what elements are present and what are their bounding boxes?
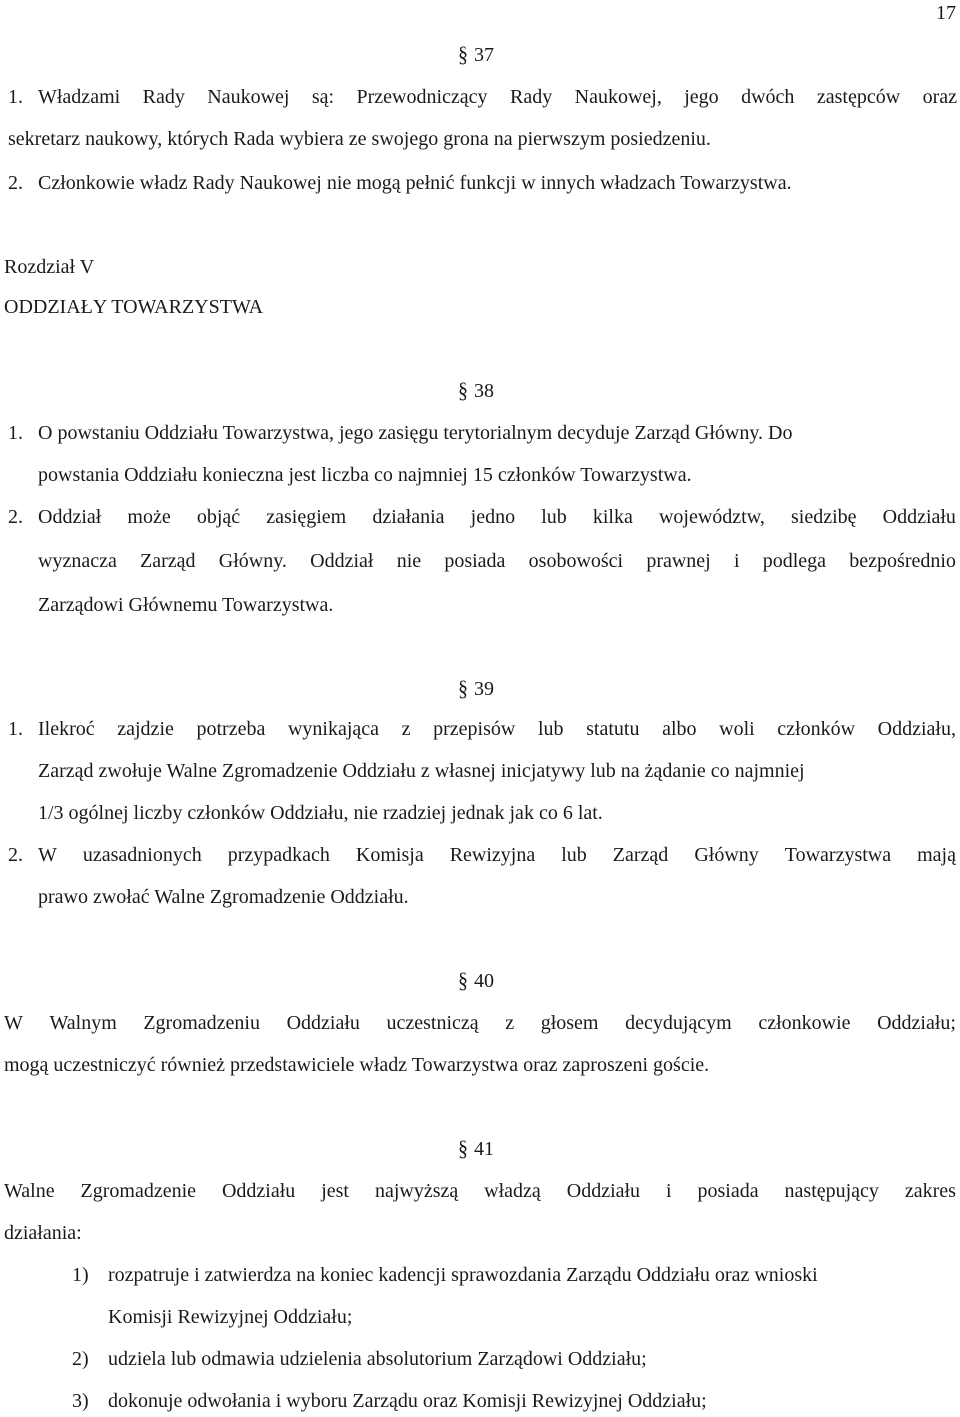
word: zakres: [904, 1180, 956, 1202]
word: prawnej: [646, 550, 711, 572]
word: uczestniczą: [386, 1012, 479, 1034]
word: objąć: [196, 506, 241, 528]
word: województw,: [658, 506, 765, 528]
section-heading-39: [458, 678, 494, 701]
word: Oddziału: [566, 1180, 641, 1202]
item-number: 1.: [8, 86, 23, 108]
word: Przewodniczący: [356, 86, 488, 108]
paragraph-line: powstania Oddziału konieczna jest liczba co najmniej 15 członków Towarzystwa.: [38, 464, 692, 486]
item-number: 2.: [8, 506, 23, 528]
word: jest: [321, 1180, 349, 1202]
paragraph-line: [38, 550, 956, 573]
paragraph-line: Zarządowi Głównemu Towarzystwa.: [38, 594, 334, 616]
word: Zarząd: [140, 550, 196, 572]
word: Zgromadzenie: [80, 1180, 197, 1202]
section-heading-37: [458, 44, 494, 67]
word: lub: [561, 844, 587, 866]
word: Oddział: [38, 506, 102, 528]
paragraph-line: mogą uczestniczyć również przedstawiciele władz Towarzystwa oraz zaproszeni goście.: [4, 1054, 710, 1076]
word: kilka: [592, 506, 633, 528]
paragraph-line: [38, 718, 956, 741]
word: przepisów: [433, 718, 516, 740]
section-sign: §: [458, 378, 468, 404]
word: albo: [662, 718, 697, 740]
word: Władzami: [38, 86, 121, 108]
paragraph-line: sekretarz naukowy, których Rada wybiera ze swojego grona na pierwszym posiedzeniu.: [8, 128, 711, 150]
paragraph-line: [38, 506, 956, 529]
list-item-number: 3): [72, 1390, 89, 1412]
section-heading-41: [458, 1138, 494, 1161]
section-sign: §: [458, 676, 468, 702]
word: przypadkach: [227, 844, 330, 866]
paragraph-line: 1/3 ogólnej liczby członków Oddziału, nie rzadziej jednak jak co 6 lat.: [38, 802, 603, 824]
word: lub: [541, 506, 567, 528]
word: Zgromadzeniu: [143, 1012, 260, 1034]
word: Oddziału;: [877, 1012, 956, 1034]
word: posiada: [444, 550, 506, 572]
paragraph-line: Zarząd zwołuje Walne Zgromadzenie Oddziału z własnej inicjatywy lub na żądanie co najmniej: [38, 760, 805, 782]
word: są:: [311, 86, 335, 108]
word: woli: [719, 718, 755, 740]
word: Oddział: [310, 550, 374, 572]
paragraph-line: działania:: [4, 1222, 82, 1244]
word: członkowie: [758, 1012, 851, 1034]
word: wyznacza: [38, 550, 117, 572]
section-sign: §: [458, 1136, 468, 1162]
word: Zarząd: [612, 844, 669, 866]
word: działania: [372, 506, 445, 528]
word: W: [4, 1012, 23, 1034]
word: zastępców: [816, 86, 901, 108]
item-number: 1.: [8, 718, 23, 740]
word: nie: [396, 550, 422, 572]
paragraph-line: O powstaniu Oddziału Towarzystwa, jego zasięgu terytorialnym decyduje Zarząd Główny. Do: [38, 422, 793, 444]
word: najwyższą: [374, 1180, 459, 1202]
section-number: 40: [474, 970, 494, 992]
section-number: 39: [474, 678, 494, 700]
word: mają: [917, 844, 956, 866]
word: siedzibę: [790, 506, 857, 528]
word: Walne: [4, 1180, 55, 1202]
word: Naukowej,: [574, 86, 662, 108]
word: dwóch: [741, 86, 795, 108]
list-item-text: udziela lub odmawia udzielenia absolutorium Zarządowi Oddziału;: [108, 1348, 647, 1370]
list-item-text: dokonuje odwołania i wyboru Zarządu oraz Komisji Rewizyjnej Oddziału;: [108, 1390, 707, 1412]
word: Naukowej: [207, 86, 290, 108]
word: następujący: [784, 1180, 879, 1202]
word: władzą: [484, 1180, 541, 1202]
word: oraz: [922, 86, 957, 108]
chapter-label: Rozdział V: [4, 256, 95, 278]
word: Komisja: [355, 844, 424, 866]
word: i: [733, 550, 740, 572]
section-number: 37: [474, 44, 494, 66]
word: Rady: [509, 86, 553, 108]
list-item-number: 2): [72, 1348, 89, 1370]
word: jedno: [470, 506, 516, 528]
word: lub: [537, 718, 564, 740]
word: wynikająca: [287, 718, 380, 740]
word: posiada: [697, 1180, 759, 1202]
word: statutu: [586, 718, 640, 740]
paragraph-line: [38, 844, 956, 867]
word: zajdzie: [117, 718, 174, 740]
paragraph-line: [4, 1180, 956, 1203]
word: Walnym: [49, 1012, 117, 1034]
item-number: 1.: [8, 422, 23, 444]
word: Oddziału: [286, 1012, 360, 1034]
chapter-title: ODDZIAŁY TOWARZYSTWA: [4, 296, 264, 318]
word: uzasadnionych: [82, 844, 202, 866]
paragraph-line: Członkowie władz Rady Naukowej nie mogą pełnić funkcji w innych władzach Towarzystwa.: [38, 172, 792, 194]
paragraph-line: [4, 1012, 956, 1035]
list-item-text: Komisji Rewizyjnej Oddziału;: [108, 1306, 353, 1328]
word: i: [666, 1180, 672, 1202]
section-number: 41: [474, 1138, 494, 1160]
word: głosem: [540, 1012, 599, 1034]
section-sign: §: [458, 42, 468, 68]
word: Rady: [142, 86, 185, 108]
word: podlega: [762, 550, 827, 572]
word: może: [127, 506, 171, 528]
word: Główny.: [218, 550, 287, 572]
word: Ilekroć: [38, 718, 95, 740]
page-number: 17: [936, 2, 956, 24]
section-heading-38: [458, 380, 494, 403]
word: decydującym: [625, 1012, 732, 1034]
word: W: [38, 844, 57, 866]
item-number: 2.: [8, 172, 23, 194]
word: z: [401, 718, 411, 740]
section-number: 38: [474, 380, 494, 402]
word: z: [505, 1012, 515, 1034]
word: bezpośrednio: [849, 550, 956, 572]
list-item-number: 1): [72, 1264, 89, 1286]
item-number: 2.: [8, 844, 23, 866]
word: Towarzystwa: [784, 844, 892, 866]
paragraph-line: [38, 86, 957, 109]
word: osobowości: [528, 550, 624, 572]
word: potrzeba: [196, 718, 266, 740]
word: zasięgiem: [266, 506, 347, 528]
list-item-text: rozpatruje i zatwierdza na koniec kadencji sprawozdania Zarządu Oddziału oraz wnioski: [108, 1264, 818, 1286]
word: Oddziału: [882, 506, 956, 528]
section-sign: §: [458, 968, 468, 994]
section-heading-40: [458, 970, 494, 993]
word: Główny: [694, 844, 759, 866]
word: Oddziału,: [877, 718, 956, 740]
word: Oddziału: [221, 1180, 296, 1202]
word: jego: [684, 86, 719, 108]
paragraph-line: prawo zwołać Walne Zgromadzenie Oddziału.: [38, 886, 409, 908]
word: Rewizyjna: [449, 844, 536, 866]
word: członków: [777, 718, 856, 740]
